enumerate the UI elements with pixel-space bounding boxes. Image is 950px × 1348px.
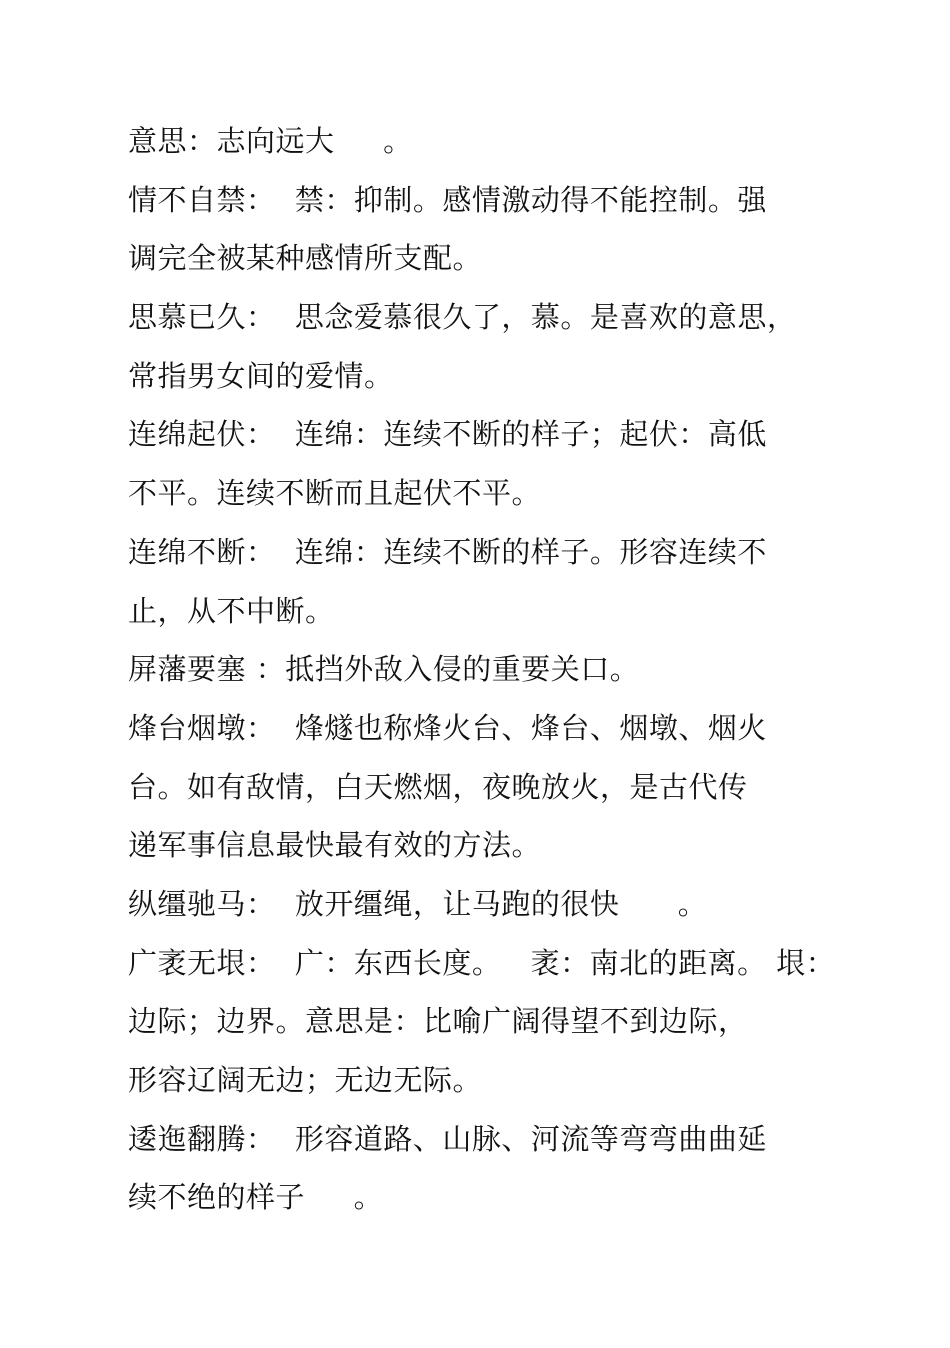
text-line: 调完全被某种感情所支配。 xyxy=(128,241,483,276)
text-line: 边际；边界。意思是：比喻广阔得望不到边际， xyxy=(128,1004,748,1039)
text-line: 台。如有敌情，白天燃烟，夜晚放火，是古代传 xyxy=(128,769,748,804)
text-line: 意思：志向远大 。 xyxy=(128,124,413,158)
text-line: 烽台烟墩： 烽燧也称烽火台、烽台、烟墩、烟火 xyxy=(128,710,767,745)
text-line: 递军事信息最快最有效的方法。 xyxy=(128,828,542,863)
text-line: 连绵不断： 连绵：连续不断的样子。形容连续不 xyxy=(128,534,767,569)
text-line: 不平。连续不断而且起伏不平。 xyxy=(128,476,542,511)
text-line: 纵缰驰马： 放开缰绳，让马跑的很快 。 xyxy=(128,886,708,921)
text-line: 形容辽阔无边；无边无际。 xyxy=(128,1063,483,1097)
text-line: 止，从不中断。 xyxy=(128,593,335,628)
text-line: 广袤无垠： 广：东西长度。 袤：南北的距离。 垠： xyxy=(128,945,836,980)
text-line: 逶迤翻腾： 形容道路、山脉、河流等弯弯曲曲延 xyxy=(128,1121,767,1156)
text-line: 续不绝的样子 。 xyxy=(128,1180,384,1215)
text-line: 屏藩要塞 ：抵挡外敌入侵的重要关口。 xyxy=(128,652,640,687)
text-line: 常指男女间的爱情。 xyxy=(128,358,394,393)
text-line: 情不自禁： 禁：抑制。感情激动得不能控制。强 xyxy=(128,182,767,217)
document-body xyxy=(128,112,908,1227)
text-line: 连绵起伏： 连绵：连续不断的样子；起伏：高低 xyxy=(128,417,767,452)
text-line: 思慕已久： 思念爱慕很久了，慕。是喜欢的意思， xyxy=(128,300,797,335)
